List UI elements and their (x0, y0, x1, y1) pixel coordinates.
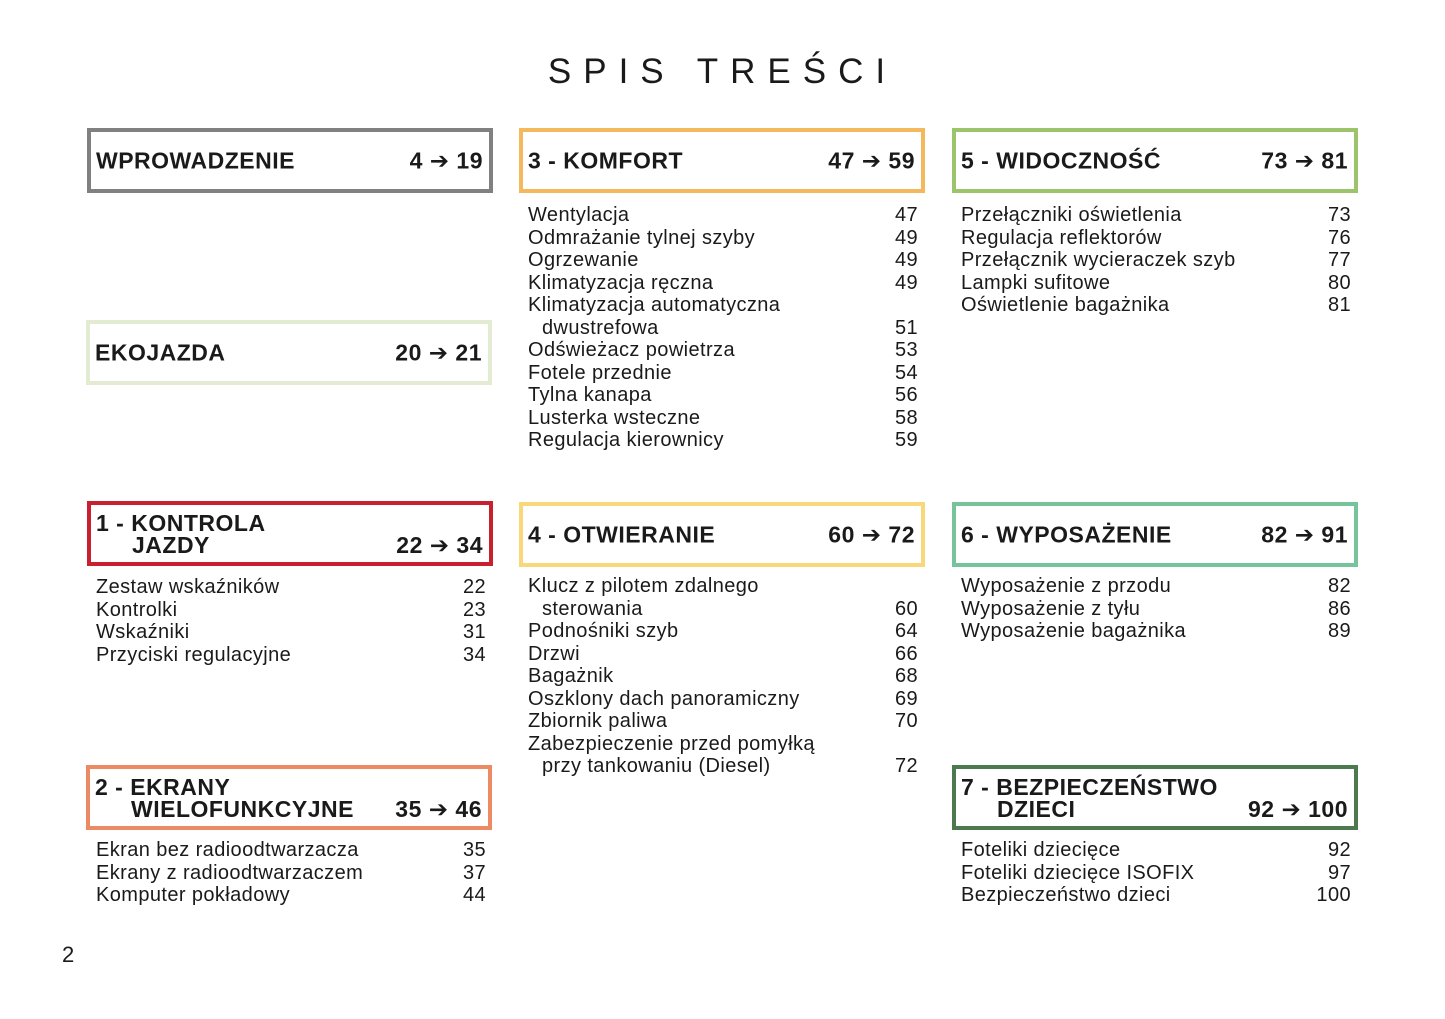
toc-entry-title (528, 272, 918, 295)
toc-entry[interactable] (528, 272, 918, 295)
toc-entry-page: 54 (894, 361, 918, 384)
toc-entry-page: 35 (462, 839, 486, 861)
toc-entry-title-line: Kontrolki (96, 598, 178, 621)
section-page-range: 20 ➔ 21 (395, 339, 482, 365)
toc-entry-title (528, 575, 918, 620)
toc-entry-title-line: Regulacja kierownicy (528, 429, 724, 451)
toc-entry-title (528, 227, 918, 250)
toc-entry-title-line: Lusterka wsteczne (528, 406, 701, 429)
toc-entry-title (528, 294, 918, 339)
toc-entry-title (528, 643, 918, 666)
section-label: WPROWADZENIE (96, 147, 295, 173)
toc-entry[interactable] (961, 839, 1351, 862)
toc-entry-title-line: Bezpieczeństwo dzieci (961, 884, 1171, 906)
toc-entry[interactable] (528, 249, 918, 272)
toc-entry-page: 47 (894, 204, 918, 226)
toc-entry-page: 53 (894, 339, 918, 361)
toc-entry-page: 60 (894, 597, 918, 620)
section-header-ekojazda[interactable] (86, 320, 492, 385)
toc-entry-title-line: Wskaźniki (96, 621, 190, 643)
toc-entry-title-line: Lampki sufitowe (961, 271, 1111, 294)
toc-entry-title-line: Komputer pokładowy (96, 884, 290, 906)
toc-entry[interactable] (961, 294, 1351, 317)
toc-entry[interactable] (96, 839, 486, 862)
toc-entry-page: 80 (1327, 271, 1351, 294)
toc-entry[interactable] (528, 733, 918, 778)
toc-entry-page: 92 (1327, 839, 1351, 861)
toc-entry-title (961, 862, 1351, 885)
toc-entry-title-line: Drzwi (528, 642, 580, 665)
toc-entry[interactable] (528, 688, 918, 711)
toc-entry[interactable] (96, 884, 486, 907)
toc-entry-title (96, 862, 486, 885)
toc-entry-title-line: Podnośniki szyb (528, 620, 679, 642)
section-label: 3 - KOMFORT (528, 147, 683, 173)
toc-entry-title-continued: sterowania (542, 597, 643, 620)
toc-entry-title-line: Tylna kanapa (528, 384, 652, 406)
section-label-line2: WIELOFUNKCYJNE (131, 796, 354, 822)
toc-entry[interactable] (528, 204, 918, 227)
toc-entry-title (961, 249, 1351, 272)
toc-entry-title-line: Klimatyzacja automatyczna (528, 294, 781, 316)
toc-entry[interactable] (528, 339, 918, 362)
section-label-line2: DZIECI (997, 796, 1076, 822)
toc-entry-title-line: Regulacja reflektorów (961, 226, 1162, 249)
toc-entry-page: 49 (894, 249, 918, 271)
section-header-ekrany-wielofunkcyjne[interactable] (86, 765, 492, 830)
toc-entry[interactable] (961, 884, 1351, 907)
toc-entry-title (96, 839, 486, 862)
section-label: EKOJAZDA (95, 339, 226, 365)
toc-entry-page: 97 (1327, 861, 1351, 884)
toc-entry-title (528, 620, 918, 643)
page-number: 2 (62, 942, 75, 967)
toc-entry-page: 70 (894, 710, 918, 732)
section-page-range: 82 ➔ 91 (1261, 521, 1348, 547)
section-header-kontrola-jazdy[interactable] (87, 501, 493, 566)
toc-entry-page: 22 (462, 576, 486, 598)
toc-entry[interactable] (96, 644, 486, 667)
toc-entry-page: 76 (1327, 226, 1351, 249)
toc-entry-title-line: Odświeżacz powietrza (528, 339, 735, 361)
toc-entry-title-line: Fotele przednie (528, 361, 672, 384)
toc-entry-title (528, 249, 918, 272)
section-page-range: 60 ➔ 72 (828, 521, 915, 547)
toc-entry[interactable] (961, 598, 1351, 621)
toc-entry[interactable] (96, 576, 486, 599)
toc-entry-title (96, 884, 486, 907)
toc-entry-title (528, 429, 918, 452)
toc-entry-title (528, 710, 918, 733)
toc-entry-title (528, 339, 918, 362)
section-label-line2: JAZDY (132, 532, 210, 558)
toc-entry-title (961, 227, 1351, 250)
toc-entry[interactable] (961, 272, 1351, 295)
toc-entry[interactable] (528, 362, 918, 385)
toc-entry-title-line: Oszklony dach panoramiczny (528, 687, 800, 710)
toc-entry-page: 86 (1327, 597, 1351, 620)
entry-list-widocznosc (961, 204, 1351, 317)
toc-entry-title-line: Odmrażanie tylnej szyby (528, 226, 756, 249)
toc-entry-page: 89 (1327, 620, 1351, 642)
section-page-range: 35 ➔ 46 (395, 796, 482, 822)
toc-entry-page: 69 (894, 687, 918, 710)
toc-entry[interactable] (528, 665, 918, 688)
toc-entry[interactable] (528, 620, 918, 643)
section-label (95, 776, 354, 820)
section-label-line1: 1 - KONTROLA (96, 510, 266, 536)
toc-entry[interactable] (528, 643, 918, 666)
toc-entry-title-line: Wentylacja (528, 204, 630, 226)
toc-entry[interactable] (528, 384, 918, 407)
section-label: 4 - OTWIERANIE (528, 521, 716, 547)
toc-entry[interactable] (961, 204, 1351, 227)
section-label: 6 - WYPOSAŻENIE (961, 521, 1172, 547)
toc-entry-title (96, 599, 486, 622)
section-label: 5 - WIDOCZNOŚĆ (961, 147, 1161, 173)
toc-entry-title-continued: przy tankowaniu (Diesel) (542, 755, 771, 777)
toc-entry-title (961, 839, 1351, 862)
toc-entry-page: 34 (462, 643, 486, 666)
toc-entry-page: 56 (894, 384, 918, 406)
toc-entry[interactable] (96, 862, 486, 885)
toc-entry-title (961, 598, 1351, 621)
section-page-range: 47 ➔ 59 (828, 147, 915, 173)
toc-entry-title-line: Klimatyzacja ręczna (528, 271, 714, 294)
section-page-range: 22 ➔ 34 (396, 532, 483, 558)
section-page-range: 92 ➔ 100 (1247, 796, 1348, 822)
toc-entry-page: 73 (1327, 204, 1351, 226)
section-header-wyposazenie[interactable] (952, 502, 1358, 567)
toc-entry-title-line: Oświetlenie bagażnika (961, 294, 1170, 316)
toc-entry-page: 82 (1327, 575, 1351, 597)
toc-entry-title (528, 384, 918, 407)
toc-entry-page: 66 (894, 642, 918, 665)
toc-entry-page: 23 (462, 598, 486, 621)
toc-entry-title (961, 884, 1351, 907)
entry-list-komfort (528, 204, 918, 452)
toc-entry-page: 44 (462, 884, 486, 906)
toc-entry-title-line: Przyciski regulacyjne (96, 643, 292, 666)
toc-entry-title-line: Ogrzewanie (528, 249, 639, 271)
toc-entry-title (528, 688, 918, 711)
toc-entry[interactable] (528, 407, 918, 430)
toc-entry-title-line: Zabezpieczenie przed pomyłką (528, 732, 815, 755)
toc-entry-title (96, 576, 486, 599)
toc-entry-title (961, 272, 1351, 295)
toc-entry-title (528, 733, 918, 778)
section-label-line1: 7 - BEZPIECZEŃSTWO (961, 774, 1218, 800)
toc-entry-title (528, 362, 918, 385)
toc-entry[interactable] (961, 620, 1351, 643)
toc-entry-page: 64 (894, 620, 918, 642)
toc-entry-page: 37 (462, 861, 486, 884)
toc-entry-title-line: Wyposażenie z tyłu (961, 597, 1141, 620)
toc-entry[interactable] (528, 294, 918, 339)
entry-list-kontrola-jazdy (96, 576, 486, 666)
toc-entry-page: 51 (894, 316, 918, 339)
toc-entry-title (961, 575, 1351, 598)
section-page-range: 73 ➔ 81 (1261, 147, 1348, 173)
section-header-otwieranie[interactable] (519, 502, 925, 567)
toc-entry-title-line: Zestaw wskaźników (96, 576, 280, 598)
toc-entry-page: 49 (894, 226, 918, 249)
section-label (96, 512, 266, 556)
section-header-bezpieczenstwo-dzieci[interactable] (952, 765, 1358, 830)
toc-entry[interactable] (96, 599, 486, 622)
section-page-range: 4 ➔ 19 (409, 147, 483, 173)
toc-entry-page: 59 (894, 429, 918, 451)
toc-entry-title (528, 407, 918, 430)
entry-list-ekrany-wielofunkcyjne (96, 839, 486, 907)
toc-entry-title-line: Ekrany z radioodtwarzaczem (96, 861, 364, 884)
toc-entry[interactable] (528, 429, 918, 452)
toc-entry-page: 68 (894, 665, 918, 687)
toc-entry[interactable] (961, 862, 1351, 885)
toc-entry[interactable] (528, 710, 918, 733)
toc-entry-title-line: Foteliki dziecięce (961, 839, 1121, 861)
entry-list-otwieranie (528, 575, 918, 778)
toc-entry-title-line: Klucz z pilotem zdalnego (528, 575, 759, 597)
toc-entry[interactable] (96, 621, 486, 644)
toc-entry-title-line: Przełączniki oświetlenia (961, 204, 1182, 226)
section-label-line1: 2 - EKRANY (95, 774, 231, 800)
toc-entry-page: 81 (1327, 294, 1351, 316)
toc-entry-title-line: Ekran bez radioodtwarzacza (96, 839, 359, 861)
entry-list-bezpieczenstwo-dzieci (961, 839, 1351, 907)
toc-entry-title-line: Bagażnik (528, 665, 614, 687)
toc-entry-page: 49 (894, 271, 918, 294)
toc-entry-title (961, 620, 1351, 643)
section-header-wprowadzenie[interactable] (87, 128, 493, 193)
toc-entry-page: 58 (894, 406, 918, 429)
toc-entry-title-line: Wyposażenie z przodu (961, 575, 1172, 597)
toc-entry-title-line: Przełącznik wycieraczek szyb (961, 249, 1236, 271)
toc-entry-title (528, 204, 918, 227)
toc-entry-title (961, 294, 1351, 317)
toc-entry[interactable] (961, 575, 1351, 598)
toc-entry[interactable] (961, 227, 1351, 250)
section-header-widocznosc[interactable] (952, 128, 1358, 193)
section-label (961, 776, 1218, 820)
toc-entry-title (961, 204, 1351, 227)
toc-entry[interactable] (528, 575, 918, 620)
toc-entry-page: 77 (1327, 249, 1351, 271)
toc-entry-page: 100 (1316, 884, 1351, 906)
entry-list-wyposazenie (961, 575, 1351, 643)
toc-entry-title-line: Wyposażenie bagażnika (961, 620, 1187, 642)
page-title: SPIS TREŚCI (547, 52, 898, 91)
toc-entry-title-line: Foteliki dziecięce ISOFIX (961, 861, 1195, 884)
toc-entry[interactable] (528, 227, 918, 250)
toc-entry-title-continued: dwustrefowa (542, 316, 659, 339)
toc-entry-title-line: Zbiornik paliwa (528, 710, 668, 732)
toc-entry[interactable] (961, 249, 1351, 272)
toc-entry-title (528, 665, 918, 688)
section-header-komfort[interactable] (519, 128, 925, 193)
toc-entry-title (96, 621, 486, 644)
toc-entry-page: 31 (462, 621, 486, 643)
toc-entry-title (96, 644, 486, 667)
toc-entry-page: 72 (894, 755, 918, 777)
